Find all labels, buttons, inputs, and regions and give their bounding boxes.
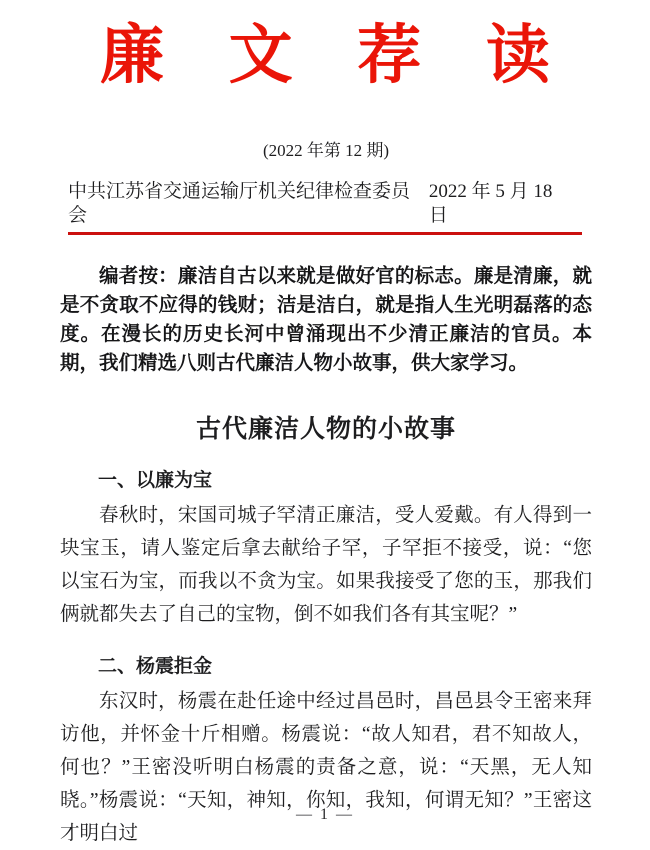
page-number: — 1 — <box>296 806 354 823</box>
section-heading-1: 一、以廉为宝 <box>98 470 213 491</box>
section-heading-2: 二、杨震拒金 <box>98 656 213 677</box>
page-content <box>0 140 650 850</box>
section-body-2: 东汉时，杨震在赴任途中经过昌邑时，昌邑县令王密来拜访他，并怀金十斤相赠。杨震说：“故人知君，君不知故人，何也？”王密没听明白杨震的责备之意，说：“天黑，无人知晓。”杨震说：“天知，神知，你知，我知，何谓无知？”王密这才明白过 <box>60 691 592 844</box>
issue-line: (2022 年第 12 期) <box>262 141 390 160</box>
issuer-row <box>68 180 576 232</box>
header-rule <box>68 232 582 235</box>
editor-note: 编者按：廉洁自古以来就是做好官的标志。廉是清廉，就是不贪取不应得的钱财；洁是洁白，就是指人生光明磊落的态度。在漫长的历史长河中曾涌现出不少清正廉洁的官员。本期，我们精选八则古代廉洁人物小故事，供大家学习。 <box>60 266 592 374</box>
issue-date: 2022 年 5 月 18 日 <box>428 181 553 226</box>
article-title: 古代廉洁人物的小故事 <box>195 415 456 443</box>
issuer-name: 中共江苏省交通运输厅机关纪律检查委员会 <box>68 181 411 226</box>
masthead-title: 廉 文 荐 读 <box>100 20 575 91</box>
section-body-1: 春秋时，宋国司城子罕清正廉洁，受人爱戴。有人得到一块宝玉，请人鉴定后拿去献给子罕，子罕拒不接受，说：“您以宝石为宝，而我以不贪为宝。如果我接受了您的玉，那我们俩就都失去了自己的宝物，倒不如我们各有其宝呢？” <box>60 505 592 625</box>
